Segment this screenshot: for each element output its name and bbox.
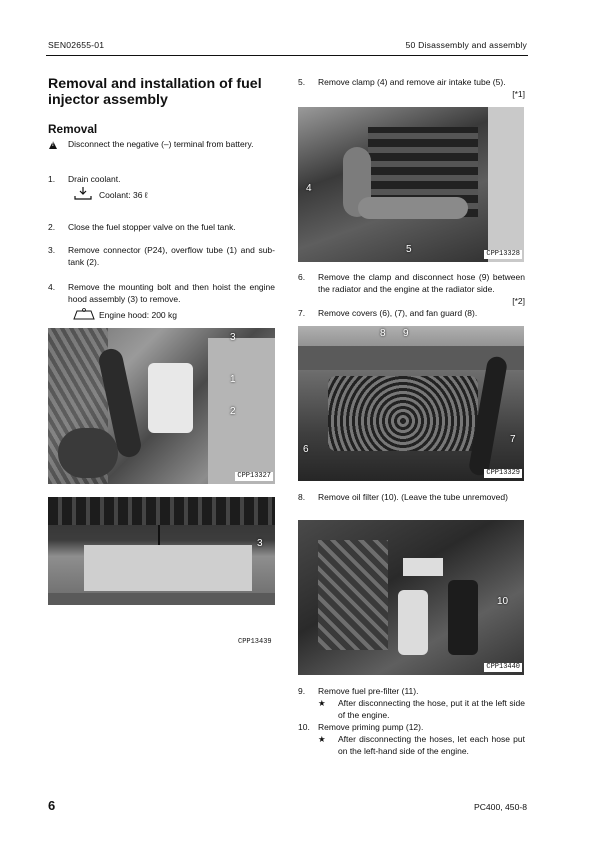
- air-intake-photo: [298, 107, 524, 262]
- step-6-text: Remove the clamp and disconnect hose (9) between the radiator and the engine at the radiator side.: [318, 272, 525, 294]
- photo2-label-3: 3: [257, 538, 263, 549]
- step-1-number: 1.: [48, 174, 56, 184]
- section-header: 50 Disassembly and assembly: [405, 40, 527, 50]
- photo4-caption: CPP13329: [486, 469, 520, 477]
- photo4-label-7: 7: [510, 434, 516, 445]
- step-10-text: Remove priming pump (12).: [318, 722, 424, 732]
- photo5-caption: CPP13440: [486, 663, 520, 671]
- coolant-amount: Coolant: 36 ℓ: [99, 190, 148, 200]
- step-1-text: Drain coolant.: [68, 174, 121, 184]
- oil-filter-photo: [298, 520, 524, 675]
- step-9-number: 9.: [298, 686, 306, 696]
- photo1-label-1: 1: [230, 374, 236, 385]
- note-9-text: After disconnecting the hose, put it at the left side of the engine.: [338, 698, 525, 720]
- page-number: 6: [48, 798, 56, 813]
- photo4-label-8: 8: [380, 328, 386, 339]
- note-10-text: After disconnecting the hoses, let each hose put on the left-hand side of the engine.: [338, 734, 525, 756]
- removal-heading: Removal: [48, 122, 98, 136]
- step-8-text: Remove oil filter (10). (Leave the tube unremoved): [318, 492, 508, 502]
- photo1-caption: CPP13327: [237, 472, 271, 480]
- note-10-star-icon: ★: [318, 734, 326, 744]
- step-8-number: 8.: [298, 492, 306, 502]
- step-5-text: Remove clamp (4) and remove air intake tube (5).: [318, 77, 506, 87]
- step-2-number: 2.: [48, 222, 56, 232]
- step-6-number: 6.: [298, 272, 306, 282]
- step-7-number: 7.: [298, 308, 306, 318]
- note-9-star-icon: ★: [318, 698, 326, 708]
- weight-icon: [73, 308, 95, 320]
- warning-icon: !: [49, 141, 57, 149]
- warning-text: Disconnect the negative (–) terminal from battery.: [68, 139, 254, 149]
- photo3-label-4: 4: [306, 183, 312, 194]
- step-3-number: 3.: [48, 245, 56, 255]
- fan-guard-photo: [298, 326, 524, 481]
- engine-hood-photo: [48, 328, 275, 484]
- hoist-hood-photo: [48, 497, 275, 605]
- doc-code: SEN02655-01: [48, 40, 105, 50]
- photo1-label-3: 3: [230, 332, 236, 343]
- photo1-label-2: 2: [230, 406, 236, 417]
- step-9-text: Remove fuel pre-filter (11).: [318, 686, 419, 696]
- photo3-label-5: 5: [406, 244, 412, 255]
- coolant-drain-icon: [73, 187, 93, 201]
- step-4-number: 4.: [48, 282, 56, 292]
- page-title: Removal and installation of fuel injector assembly: [48, 76, 262, 108]
- step-4-text: Remove the mounting bolt and then hoist the engine hood assembly (3) to remove.: [68, 282, 275, 304]
- header-rule: [46, 55, 528, 56]
- step-7-text: Remove covers (6), (7), and fan guard (8).: [318, 308, 478, 318]
- step-2-text: Close the fuel stopper valve on the fuel tank.: [68, 222, 236, 232]
- step-5-number: 5.: [298, 77, 306, 87]
- hood-weight: Engine hood: 200 kg: [99, 310, 177, 320]
- photo4-label-9: 9: [403, 328, 409, 339]
- step-3-text: Remove connector (P24), overflow tube (1) and sub-tank (2).: [68, 245, 275, 267]
- photo3-caption: CPP13328: [486, 250, 520, 258]
- photo5-label-10: 10: [497, 596, 509, 607]
- photo4-label-6: 6: [303, 444, 309, 455]
- photo2-caption: CPP13439: [238, 638, 272, 646]
- model-name: PC400, 450-8: [473, 802, 527, 812]
- step-6-ref: [*2]: [512, 296, 525, 306]
- step-5-ref: [*1]: [512, 89, 525, 99]
- step-10-number: 10.: [298, 722, 310, 732]
